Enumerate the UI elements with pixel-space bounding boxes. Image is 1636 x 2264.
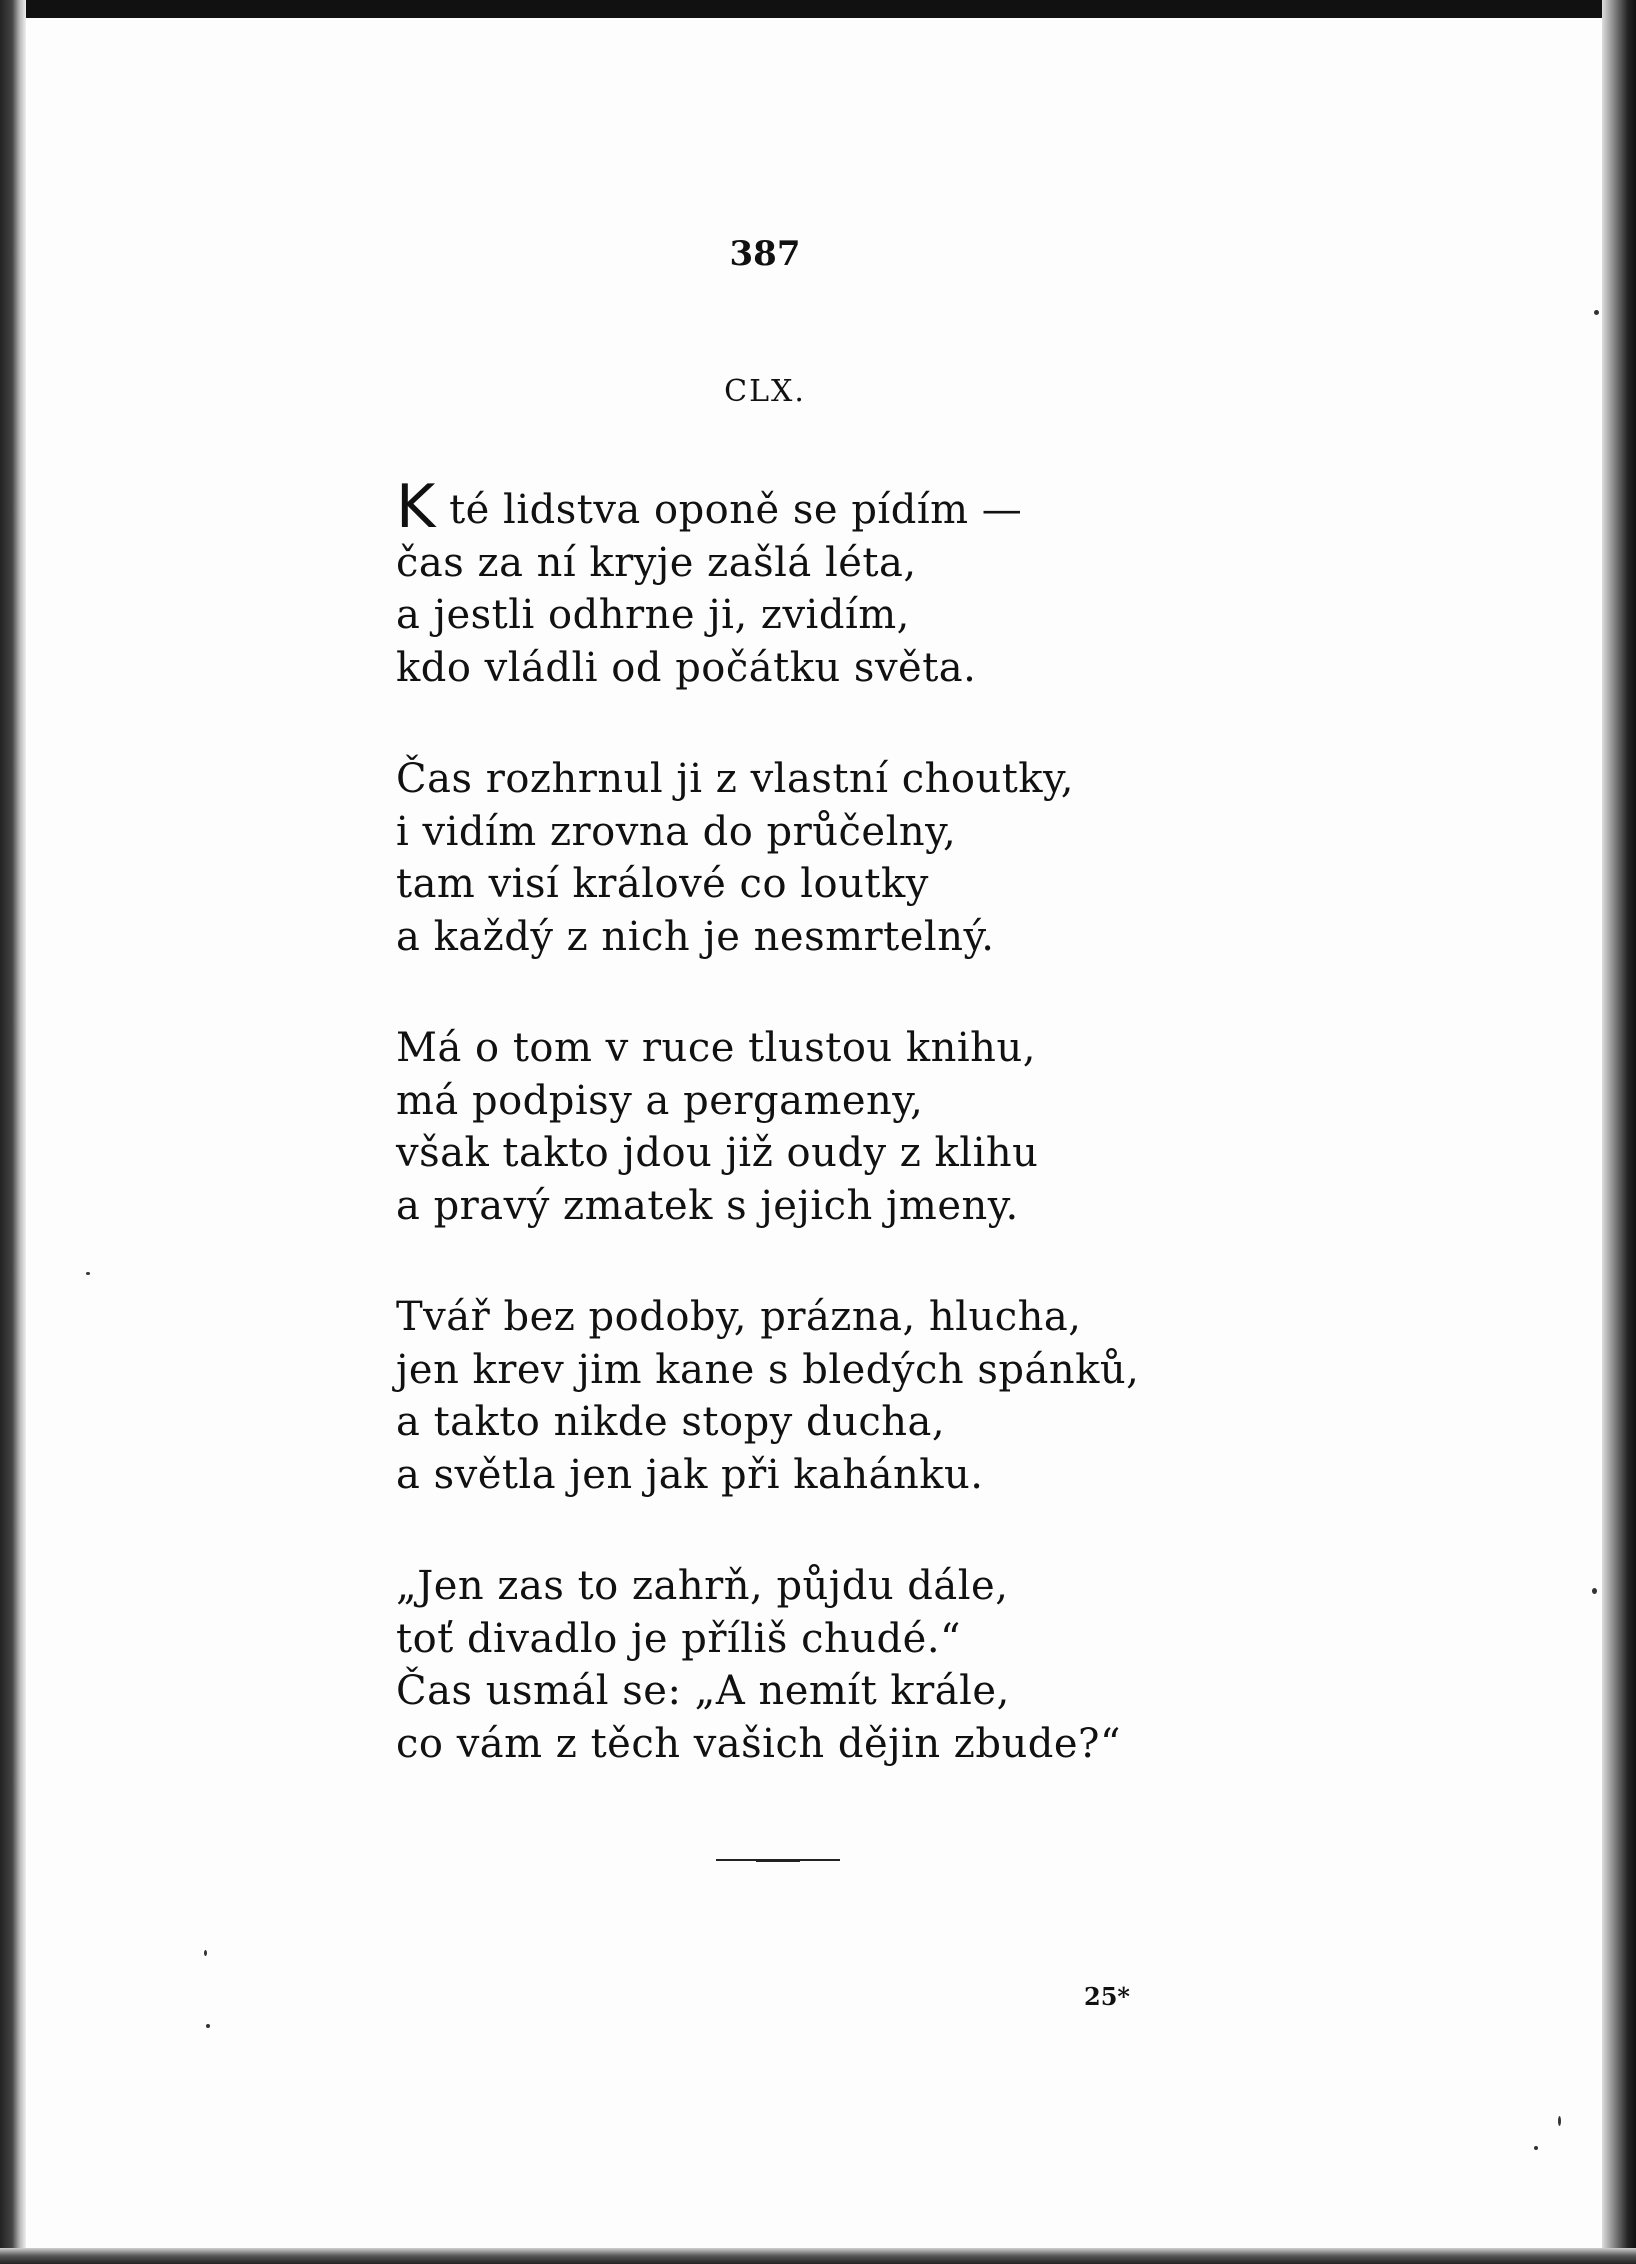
- stanza-3: [396, 1022, 1396, 1232]
- poem-line: Tvář bez podoby, prázna, hlucha,: [396, 1294, 1082, 1340]
- scan-speck: [1534, 2146, 1538, 2150]
- scan-speck: [86, 1272, 90, 1275]
- scan-speck: [204, 1950, 207, 1956]
- poem-line: i vidím zrovna do průčelny,: [396, 808, 957, 855]
- scan-edge-top: [0, 0, 1636, 18]
- poem-line: kdo vládli od počátku světa.: [396, 644, 977, 691]
- poem-line: a světla jen jak při kahánku.: [396, 1451, 984, 1498]
- poem-line: „Jen zas to zahrň, půjdu dále,: [396, 1563, 1009, 1609]
- poem-line: a jestli odhrne ji, zvidím,: [396, 592, 910, 638]
- scan-speck: [206, 2024, 210, 2028]
- poem-line: čas za ní kryje zašlá léta,: [396, 539, 917, 586]
- poem-line: a každý z nich je nesmrtelný.: [396, 913, 995, 960]
- stanza-2: [396, 753, 1396, 963]
- scan-speck: [1558, 2116, 1561, 2126]
- scan-edge-right: [1602, 0, 1636, 2264]
- poem-line: co vám z těch vašich dějin zbude?“: [396, 1720, 1121, 1767]
- poem-line: tam visí králové co loutky: [396, 861, 929, 907]
- poem-line: však takto jdou již oudy z klihu: [396, 1130, 1039, 1176]
- scan-edge-left: [0, 0, 26, 2264]
- stanza-4: [396, 1291, 1396, 1501]
- poem-line: má podpisy a pergameny,: [396, 1077, 924, 1124]
- signature-mark: 25*: [1084, 1982, 1130, 2011]
- scan-speck: [1594, 310, 1599, 315]
- poem-line: toť divadlo je příliš chudé.“: [396, 1615, 961, 1662]
- drop-cap: K: [396, 472, 436, 542]
- poem-line: a takto nikde stopy ducha,: [396, 1399, 946, 1445]
- poem-body: [396, 472, 1396, 1829]
- poem-line: Čas usmál se: „A nemít krále,: [396, 1668, 1010, 1714]
- poem-title: CLX.: [724, 374, 806, 409]
- scan-edge-bottom: [0, 2248, 1636, 2264]
- poem-line: a pravý zmatek s jejich jmeny.: [396, 1182, 1019, 1229]
- scan-speck: [1592, 1588, 1597, 1594]
- section-end-rule: [716, 1859, 840, 1862]
- poem-line: Čas rozhrnul ji z vlastní choutky,: [396, 756, 1075, 802]
- poem-line: [396, 472, 1396, 542]
- book-page: [26, 18, 1602, 2248]
- stanza-5: [396, 1560, 1396, 1770]
- poem-line-rest: té lidstva oponě se pídím —: [435, 487, 1023, 533]
- poem-line: jen krev jim kane s bledých spánků,: [396, 1346, 1140, 1393]
- poem-line: Má o tom v ruce tlustou knihu,: [396, 1025, 1036, 1071]
- stanza-1: [396, 472, 1396, 694]
- page-number: 387: [729, 234, 801, 274]
